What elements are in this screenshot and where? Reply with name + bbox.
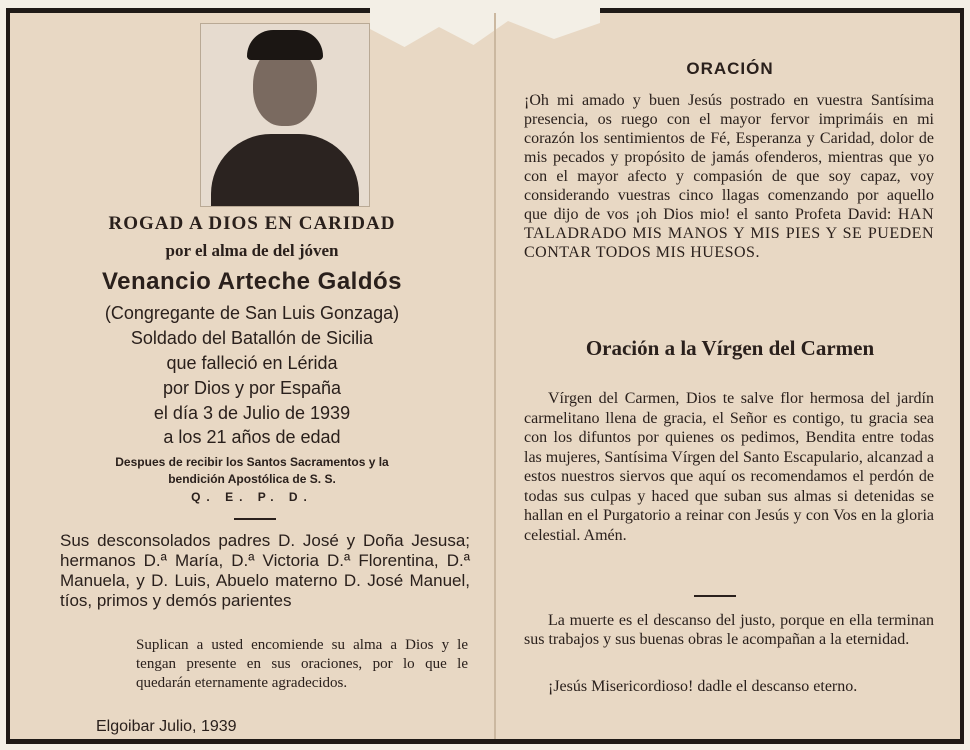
detail-line: el día 3 de Julio de 1939 bbox=[153, 403, 351, 423]
muerte-text: La muerte es el descanso del justo, porque en ella terminan sus trabajos y sus buenas obras le acompañan a la eternidad. bbox=[524, 612, 934, 648]
subheading: por el alma de del jóven bbox=[165, 241, 339, 260]
memorial-card bbox=[6, 8, 964, 744]
sacraments-line: bendición Apostólica de S. S. bbox=[168, 472, 336, 486]
portrait-body bbox=[211, 134, 359, 207]
family-paragraph: Sus desconsolados padres D. José y Doña Jesusa; hermanos D.ª María, D.ª Victoria D.ª Florentina, D.ª Manuela, y D. Luis, Abuelo materno D. José Manuel, tíos, primos y demós parientes bbox=[60, 531, 470, 610]
detail-line: que falleció en Lérida bbox=[166, 353, 338, 373]
jesus-text: ¡Jesús Misericordioso! dadle el descanso eterno. bbox=[548, 678, 858, 695]
signoff: Elgoibar Julio, 1939 bbox=[96, 718, 237, 735]
left-panel bbox=[10, 13, 494, 739]
detail-line: a los 21 años de edad bbox=[163, 427, 341, 447]
request-paragraph: Suplican a usted encomiende su alma a Dios y le tengan presente en sus oraciones, por lo que le quedarán eternamente agradecidos. bbox=[136, 637, 468, 691]
divider bbox=[694, 595, 736, 597]
portrait-photo bbox=[200, 23, 370, 207]
portrait-cap bbox=[247, 30, 323, 60]
detail-line: Soldado del Batallón de Sicilia bbox=[130, 328, 374, 348]
deceased-name: Venancio Arteche Galdós bbox=[101, 268, 403, 295]
oracion-title: ORACIÓN bbox=[686, 59, 774, 78]
detail-line: por Dios y por España bbox=[162, 378, 342, 398]
oracion-body: ¡Oh mi amado y buen Jesús postrado en vuestra Santísima presencia, os ruego con el mayor fervor imprimáis en mi corazón los sentimientos de Fé, Esperanza y Caridad, dolor de mis pecados y propósito de jamás ofenderos, mientras que yo con el mayor afecto y compasión de que soy capaz, voy considerando vuestras cinco llagas comenzando por aquello que dijo de vos ¡oh Dios mio! el santo Profeta David: bbox=[524, 92, 934, 223]
heading: ROGAD A DIOS EN CARIDAD bbox=[108, 213, 396, 234]
divider bbox=[234, 518, 276, 520]
virgen-text: Vírgen del Carmen, Dios te salve flor hermosa del jardín carmelitano llena de gracia, el Señor es contigo, tu gracia sea con los difuntos por quienes os pedimos, Bendita entre todas las mujeres, Santísima Vírgen del Santo Escapulario, alcanzad a estos nuestros siervos que aquí os recomendamos el perdón de todas sus culpas y haced que suban sus almas si detenidas se hallan en el Purgatorio a reinar con Jesús y con Vos en la gloria celestial. Amén. bbox=[524, 390, 934, 544]
right-panel bbox=[496, 13, 964, 739]
virgen-title: Oración a la Vírgen del Carmen bbox=[585, 336, 875, 360]
sacraments-line: Despues de recibir los Santos Sacramentos y la bbox=[115, 455, 389, 469]
qepd: Q. E. P. D. bbox=[191, 490, 313, 504]
oracion-text bbox=[524, 91, 934, 262]
detail-line: (Congregante de San Luis Gonzaga) bbox=[104, 303, 400, 323]
oracion-quote: HAN TALADRADO MIS MANOS Y MIS PIES Y SE PUEDEN CONTAR TODOS MIS HUESOS. bbox=[524, 206, 934, 261]
